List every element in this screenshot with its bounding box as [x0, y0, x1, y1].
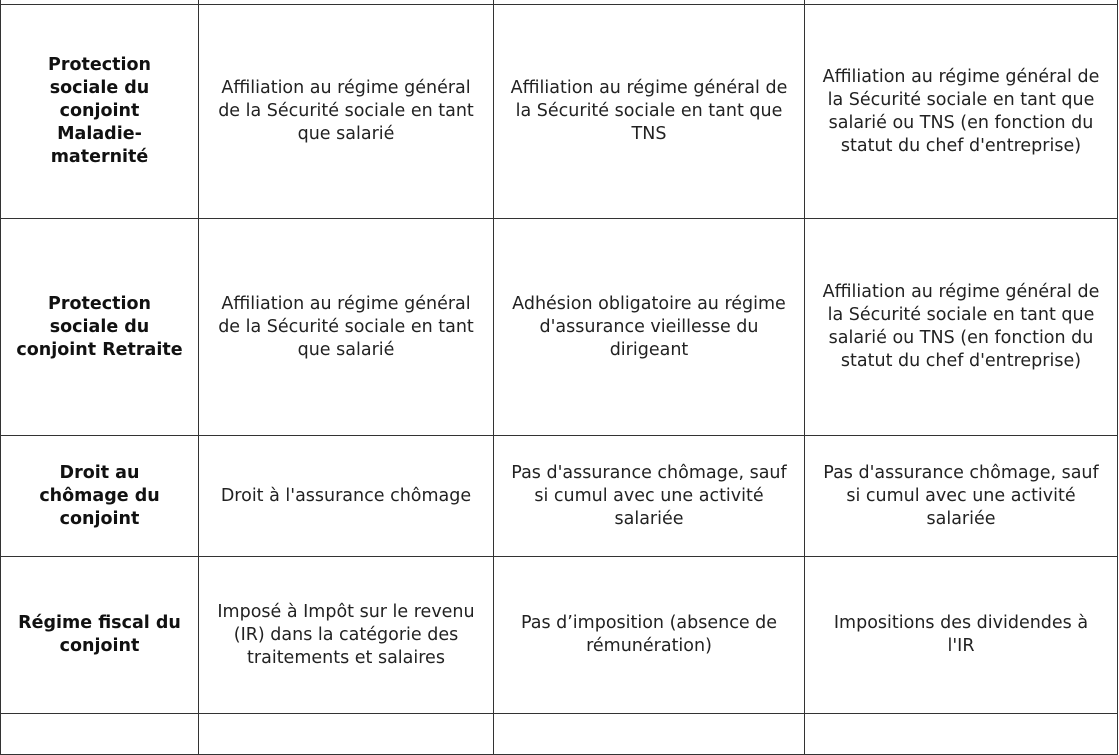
row-header: Protection sociale du conjoint Maladie-maternité: [1, 5, 199, 219]
table-cell: Imposé à Impôt sur le revenu (IR) dans la catégorie des traitements et salaires: [199, 557, 494, 714]
table-cell: Pas d'assurance chômage, sauf si cumul avec une activité salariée: [494, 436, 805, 557]
table-cell: Pas d'assurance chômage, sauf si cumul avec une activité salariée: [805, 436, 1118, 557]
table-cell: Affiliation au régime général de la Sécurité sociale en tant que salarié: [199, 5, 494, 219]
table-row-chomage: [1, 436, 1118, 557]
table-row-retraite: [1, 219, 1118, 436]
table-row-regime-fiscal: [1, 557, 1118, 714]
table-cell: Affiliation au régime général de la Sécurité sociale en tant que salarié ou TNS (en fonction du statut du chef d'entreprise): [805, 219, 1118, 436]
table-cell: Affiliation au régime général de la Sécurité sociale en tant que salarié: [199, 219, 494, 436]
row-header: Protection sociale du conjoint Retraite: [1, 219, 199, 436]
table-row-maladie-maternite: [1, 5, 1118, 219]
table-cell: Affiliation au régime général de la Sécurité sociale en tant que TNS: [494, 5, 805, 219]
table-cell: Droit à l'assurance chômage: [199, 436, 494, 557]
row-header: Régime fiscal du conjoint: [1, 557, 199, 714]
table-cell: Pas d’imposition (absence de rémunération): [494, 557, 805, 714]
table-cell: Impositions des dividendes à l'IR: [805, 557, 1118, 714]
table-cell: Adhésion obligatoire au régime d'assurance vieillesse du dirigeant: [494, 219, 805, 436]
row-header: Droit au chômage du conjoint: [1, 436, 199, 557]
table-cell: Affiliation au régime général de la Sécurité sociale en tant que salarié ou TNS (en fonction du statut du chef d'entreprise): [805, 5, 1118, 219]
